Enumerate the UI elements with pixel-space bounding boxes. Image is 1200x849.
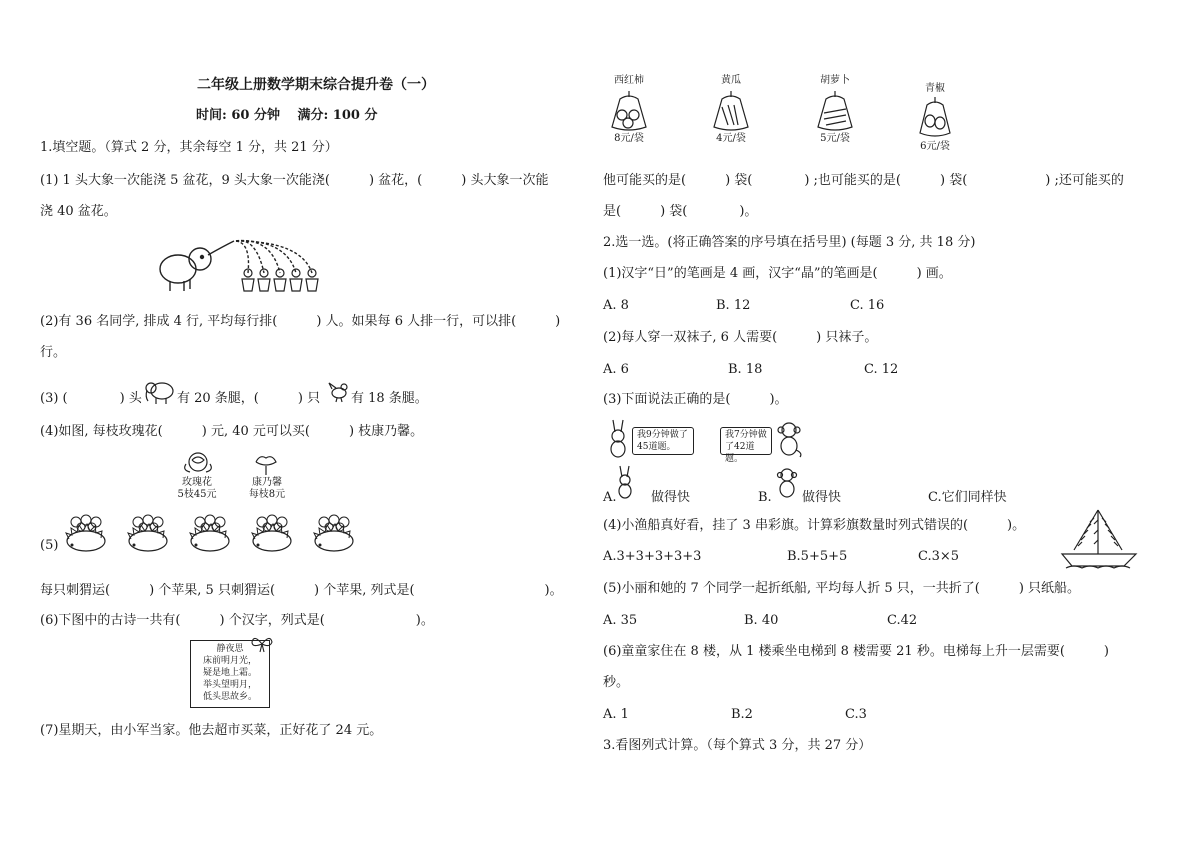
poem-line-2: 疑是地上霜。 [202, 668, 257, 678]
q1-p7-answer-line2: 是( ) 袋( )。 [603, 204, 758, 219]
q1-p5-line: 每只刺猬运( ) 个苹果, 5 只刺猬运( ) 个苹果, 列式是( )。 [40, 583, 563, 598]
q1-p3-part-a: (3) ( ) 头 [40, 391, 142, 406]
q1-p1-line1: (1) 1 头大象一次能浇 5 盆花，9 头大象一次能浇( ) 盆花，( ) 头大象一次能 [40, 173, 549, 188]
q1-p3-part-b: 有 20 条腿，( ) 只 [177, 391, 321, 406]
carnation-name: 康乃馨 [252, 477, 282, 488]
q1-p1-line2: 浇 40 盆花。 [40, 204, 117, 219]
q2-s1-option-b: B. 12 [716, 298, 751, 313]
q2-s1: (1)汉字“日”的笔画是 4 画，汉字“晶”的笔画是( ) 画。 [603, 266, 952, 281]
elephant-watering-image [156, 233, 326, 295]
veg-carrot [806, 75, 864, 145]
rose-price: 5枝45元 [177, 489, 217, 500]
q1-p6: (6)下图中的古诗一共有( ) 个汉字，列式是( )。 [40, 613, 434, 628]
veg-cucumber [702, 75, 760, 145]
rose-name: 玫瑰花 [182, 477, 212, 488]
monkey-icon [774, 420, 804, 458]
veg-tomato-price: 8元/袋 [614, 133, 644, 144]
q1-p2-line1: (2)有 36 名同学, 排成 4 行, 平均每行排( ) 人。如果每 6 人排一行，可以排( ) [40, 314, 561, 329]
veg-cucumber-price: 4元/袋 [716, 133, 746, 144]
q2-s6-option-c: C.3 [845, 707, 867, 722]
q1-p7: (7)星期天，由小军当家。他去超市买菜，正好花了 24 元。 [40, 723, 383, 738]
q1-p2-line2: 行。 [40, 345, 67, 360]
butterfly-icon [250, 634, 274, 654]
q2-s6-option-a: A. 1 [603, 707, 629, 722]
q2-s4-option-b: B.5+5+5 [787, 549, 848, 564]
monkey-speech-bubble: 我7分钟做了42道题。 [720, 427, 772, 455]
monkey-option-icon [774, 466, 800, 500]
q2-s5-option-c: C.42 [887, 613, 918, 628]
poem-line-1: 床前明月光， [202, 656, 257, 666]
veg-carrot-price: 5元/袋 [820, 133, 850, 144]
rose-image [178, 450, 218, 476]
veg-pepper-price: 6元/袋 [920, 141, 950, 152]
q2-s3-option-a-text: 做得快 [651, 490, 691, 505]
q1-heading: 1.填空题。（算式 2 分，其余每空 1 分，共 21 分） [40, 140, 338, 155]
q2-s1-option-a: A. 8 [603, 298, 629, 313]
carnation-image [246, 450, 286, 476]
fishing-boat-with-flags-image [1060, 508, 1138, 570]
q2-s4-option-c: C.3×5 [918, 549, 960, 564]
q1-p7-answer-line1: 他可能买的是( ) 袋( ) ;也可能买的是( ) 袋( ) ;还可能买的 [603, 173, 1124, 188]
q2-s2: (2)每人穿一双袜子, 6 人需要( ) 只袜子。 [603, 330, 878, 345]
carnation-price: 每枝8元 [248, 489, 286, 500]
q2-s3-option-b-text: 做得快 [802, 490, 842, 505]
q2-s5-option-b: B. 40 [744, 613, 779, 628]
rabbit-option-icon [614, 465, 636, 499]
poem-line-3: 举头望明月， [202, 680, 257, 690]
veg-pepper [906, 83, 964, 153]
carnation-caption [236, 477, 298, 501]
q2-s6-line1: (6)童童家住在 8 楼，从 1 楼乘坐电梯到 8 楼需要 21 秒。电梯每上升一层需要( ) [603, 644, 1109, 659]
poem-title: 静夜思 [216, 644, 244, 654]
q2-s3: (3)下面说法正确的是( )。 [603, 392, 788, 407]
rose-caption [166, 477, 228, 501]
rabbit-icon [606, 418, 632, 458]
q2-s4-option-a: A.3+3+3+3+3 [603, 549, 702, 564]
q2-s5: (5)小丽和她的 7 个同学一起折纸船, 平均每人折 5 只，一共折了( ) 只纸船。 [603, 581, 1081, 596]
q2-s6-option-b: B.2 [731, 707, 753, 722]
q2-s2-option-a: A. 6 [603, 362, 629, 377]
veg-tomato-name: 西红柿 [614, 75, 644, 86]
q2-s1-option-c: C. 16 [850, 298, 885, 313]
q3-heading: 3.看图列式计算。（每个算式 3 分，共 27 分） [603, 738, 872, 753]
veg-cucumber-name: 黄瓜 [721, 75, 741, 86]
q2-s3-option-c: C.它们同样快 [928, 490, 1007, 505]
rabbit-speech-bubble: 我9分钟做了45道题。 [632, 427, 694, 455]
elephant-icon [144, 377, 176, 405]
q2-s2-option-c: C. 12 [864, 362, 899, 377]
q2-s5-option-a: A. 35 [603, 613, 638, 628]
q2-s6-line2: 秒。 [603, 675, 630, 690]
q1-p5-label: (5) [40, 538, 59, 553]
q1-p3-part-c: 有 18 条腿。 [351, 391, 428, 406]
q2-s4: (4)小渔船真好看，挂了 3 串彩旗。计算彩旗数量时列式错误的( )。 [603, 518, 1026, 533]
paper-title: 二年级上册数学期末综合提升卷（一） [197, 77, 435, 93]
paper-subtitle: 时间: 60 分钟 满分: 100 分 [196, 108, 378, 123]
q1-p4: (4)如图, 每枝玫瑰花( ) 元, 40 元可以买( ) 枝康乃馨。 [40, 424, 424, 439]
q2-heading: 2.选一选。(将正确答案的序号填在括号里) (每题 3 分, 共 18 分) [603, 235, 976, 250]
veg-tomato [600, 75, 658, 145]
bird-icon [328, 379, 350, 403]
poem-line-4: 低头思故乡。 [202, 692, 257, 702]
veg-pepper-name: 青椒 [925, 83, 945, 94]
q2-s3-option-a-label: A. [603, 490, 617, 505]
veg-carrot-name: 胡萝卜 [820, 75, 850, 86]
q2-s3-option-b-label: B. [758, 490, 772, 505]
hedgehogs-with-apples-image [64, 513, 370, 555]
q2-s2-option-b: B. 18 [728, 362, 763, 377]
